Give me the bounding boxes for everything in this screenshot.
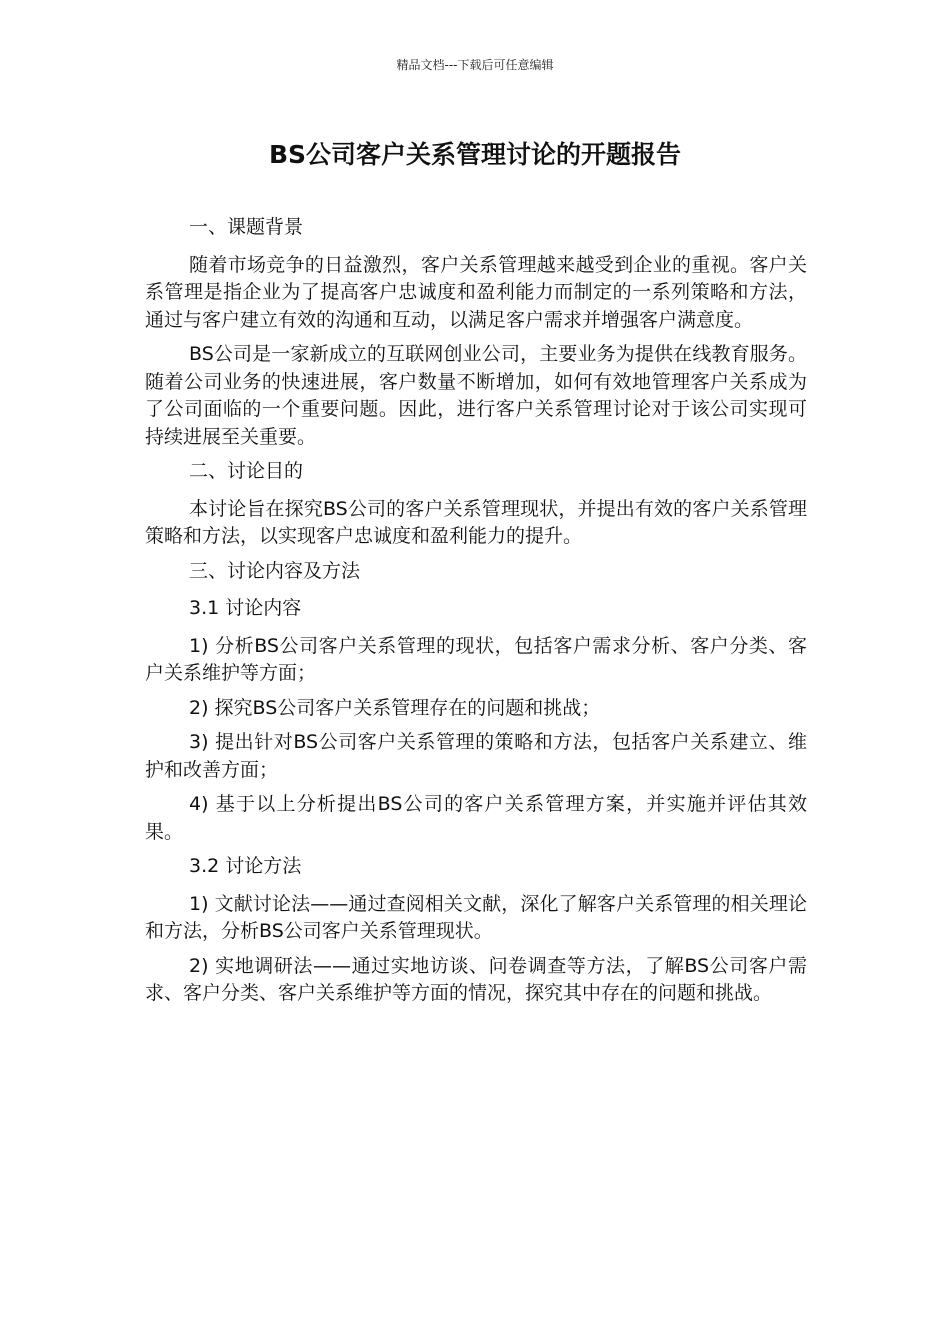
section-heading-background: 一、课题背景 <box>189 216 304 238</box>
section-heading-purpose: 二、讨论目的 <box>189 460 304 482</box>
content-item-1: 1) 分析BS公司客户关系管理的现状，包括客户需求分析、客户分类、客户关系维护等方面； <box>145 634 807 684</box>
header-note: 精品文档---下载后可任意编辑 <box>396 58 554 72</box>
content-item-2: 2) 探究BS公司客户关系管理存在的问题和挑战； <box>189 696 601 719</box>
document-title: BS公司客户关系管理讨论的开题报告 <box>268 140 682 169</box>
subsection-heading-method: 3.2 讨论方法 <box>189 855 302 877</box>
document-body <box>145 214 807 1015</box>
method-item-2: 2) 实地调研法——通过实地访谈、问卷调查等方法，了解BS公司客户需求、客户分类、客户关系维护等方面的情况，探究其中存在的问题和挑战。 <box>145 954 807 1004</box>
paragraph-purpose: 本讨论旨在探究BS公司的客户关系管理现状，并提出有效的客户关系管理策略和方法，以实现客户忠诚度和盈利能力的提升。 <box>145 497 807 547</box>
paragraph-background-1: 随着市场竞争的日益激烈，客户关系管理越来越受到企业的重视。客户关系管理是指企业为了提高客户忠诚度和盈利能力而制定的一系列策略和方法，通过与客户建立有效的沟通和互动，以满足客户需求并增强客户满意度。 <box>145 253 807 331</box>
method-item-1: 1) 文献讨论法——通过查阅相关文献，深化了解客户关系管理的相关理论和方法，分析BS公司客户关系管理现状。 <box>145 892 807 942</box>
section-heading-content-method: 三、讨论内容及方法 <box>189 559 361 582</box>
paragraph-background-2: BS公司是一家新成立的互联网创业公司，主要业务为提供在线教育服务。随着公司业务的快速进展，客户数量不断增加，如何有效地管理客户关系成为了公司面临的一个重要问题。因此，进行客户关系管理讨论对于该公司实现可持续进展至关重要。 <box>145 343 807 448</box>
content-item-3: 3) 提出针对BS公司客户关系管理的策略和方法，包括客户关系建立、维护和改善方面； <box>145 731 807 781</box>
subsection-heading-content: 3.1 讨论内容 <box>189 597 302 619</box>
content-item-4: 4) 基于以上分析提出BS公司的客户关系管理方案，并实施并评估其效果。 <box>145 793 807 843</box>
